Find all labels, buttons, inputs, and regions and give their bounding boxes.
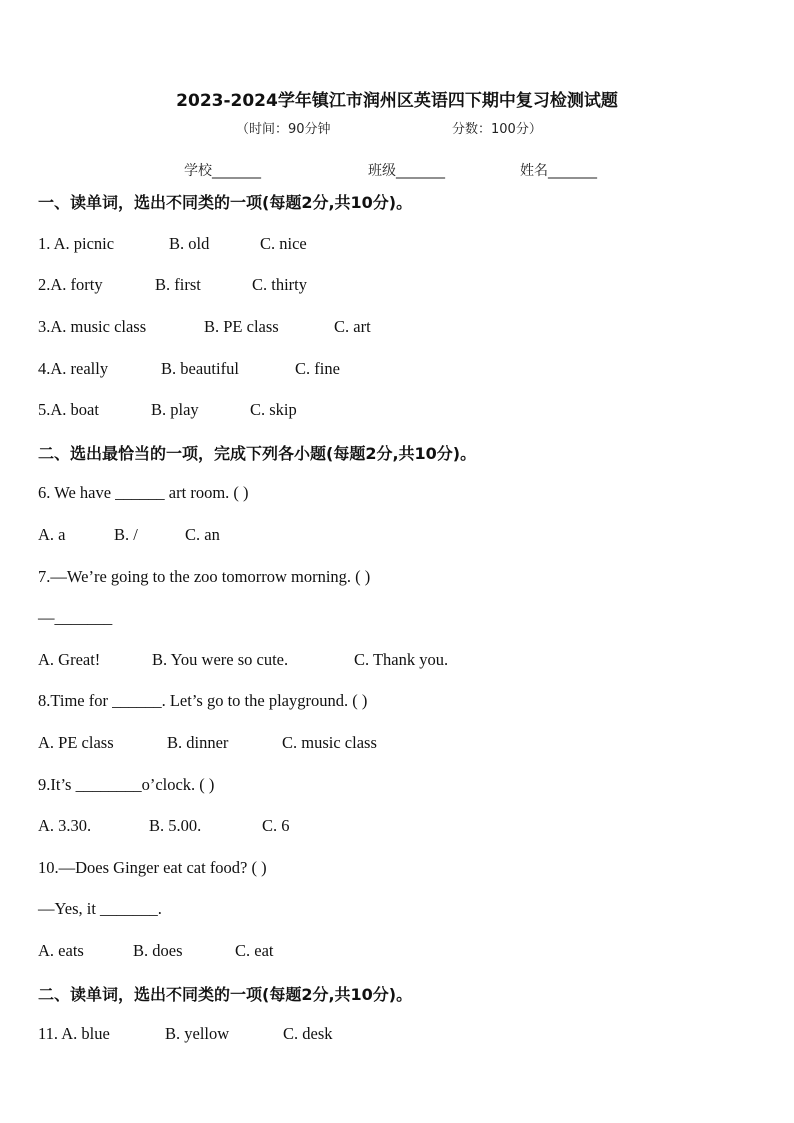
q5-option-b: B. play <box>151 400 199 419</box>
section1-heading: 一、读单词，选出不同类的一项(每题2分,共10分)。 <box>38 193 413 212</box>
q4-option-c: C. fine <box>295 359 340 378</box>
q2-option-a: 2.A. forty <box>38 275 103 294</box>
question-6-stem: 6. We have ______ art room. ( ) <box>38 483 249 502</box>
q8-option-b: B. dinner <box>167 733 229 752</box>
q4-option-b: B. beautiful <box>161 359 239 378</box>
q7-option-c: C. Thank you. <box>354 650 449 669</box>
q7-option-b: B. You were so cute. <box>152 650 289 669</box>
q2-option-c: C. thirty <box>252 275 308 294</box>
question-7-reply: —_______ <box>38 608 113 627</box>
section3-heading: 二、读单词，选出不同类的一项(每题2分,共10分)。 <box>38 985 413 1004</box>
name-field[interactable]: 姓名_______ <box>520 163 597 179</box>
q11-option-c: C. desk <box>283 1024 333 1043</box>
q5-option-c: C. skip <box>250 400 297 419</box>
q6-option-a: A. a <box>38 525 66 544</box>
q1-option-b: B. old <box>169 234 210 253</box>
q11-option-b: B. yellow <box>165 1024 230 1043</box>
class-field[interactable]: 班级_______ <box>368 163 445 179</box>
q8-option-a: A. PE class <box>38 733 114 752</box>
q10-option-c: C. eat <box>235 941 274 960</box>
q8-option-c: C. music class <box>282 733 377 752</box>
question-9-stem: 9.It’s ________o’clock. ( ) <box>38 775 215 794</box>
q7-option-a: A. Great! <box>38 650 101 669</box>
section2-heading: 二、选出最恰当的一项，完成下列各小题(每题2分,共10分)。 <box>38 444 477 463</box>
q1-option-a: 1. A. picnic <box>38 234 115 253</box>
q9-option-b: B. 5.00. <box>149 816 202 835</box>
q3-option-a: 3.A. music class <box>38 317 147 336</box>
q6-option-c: C. an <box>185 525 220 544</box>
q4-option-a: 4.A. really <box>38 359 109 378</box>
exam-score: 分数：100分） <box>452 122 542 137</box>
q5-option-a: 5.A. boat <box>38 400 99 419</box>
q3-option-c: C. art <box>334 317 371 336</box>
question-7-stem: 7.—We’re going to the zoo tomorrow morning. ( ) <box>38 567 371 586</box>
page-title: 2023-2024学年镇江市润州区英语四下期中复习检测试题 <box>176 91 618 111</box>
question-10-reply: —Yes, it _______. <box>38 899 162 918</box>
q10-option-b: B. does <box>133 941 183 960</box>
q11-option-a: 11. A. blue <box>38 1024 110 1043</box>
q9-option-c: C. 6 <box>262 816 290 835</box>
q3-option-b: B. PE class <box>204 317 279 336</box>
q1-option-c: C. nice <box>260 234 307 253</box>
q2-option-b: B. first <box>155 275 201 294</box>
q10-option-a: A. eats <box>38 941 84 960</box>
q9-option-a: A. 3.30. <box>38 816 92 835</box>
exam-time: （时间：90分钟 <box>236 122 331 137</box>
question-8-stem: 8.Time for ______. Let’s go to the playground. ( ) <box>38 691 368 710</box>
question-10-stem: 10.—Does Ginger eat cat food? ( ) <box>38 858 267 877</box>
school-field[interactable]: 学校_______ <box>184 163 261 179</box>
q6-option-b: B. / <box>114 525 138 544</box>
